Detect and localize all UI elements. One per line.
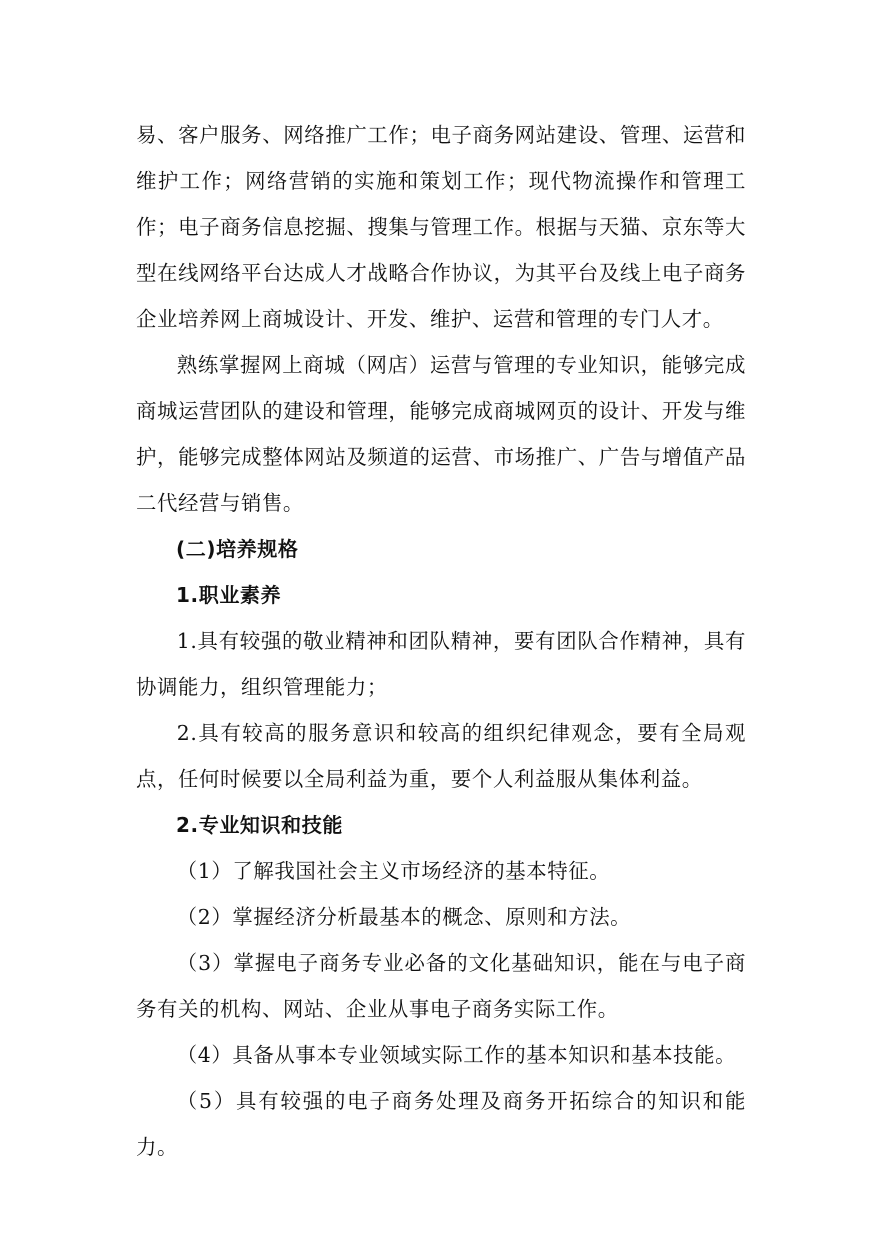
list-item-skill-3: （3）掌握电子商务专业必备的文化基础知识，能在与电子商务有关的机构、网站、企业从事电子商务实际工作。 xyxy=(136,951,746,1021)
list-item-skill-1: （1）了解我国社会主义市场经济的基本特征。 xyxy=(176,859,611,883)
section-heading-training-specs: (二)培养规格 xyxy=(176,537,299,561)
list-item-skill-2: （2）掌握经济分析最基本的概念、原则和方法。 xyxy=(176,905,632,929)
paragraph-continued: 易、客户服务、网络推广工作；电子商务网站建设、管理、运营和维护工作；网络营销的实施和策划工作；现代物流操作和管理工作；电子商务信息挖掘、搜集与管理工作。根据与天猫、京东等大型在线网络平台达成人才战略合作协议，为其平台及线上电子商务企业培养网上商城设计、开发、维护、运营和管理的专门人才。 xyxy=(136,123,746,331)
subheading-knowledge-skills: 2.专业知识和技能 xyxy=(176,813,343,837)
list-item-quality-1: 1.具有较强的敬业精神和团队精神，要有团队合作精神，具有协调能力，组织管理能力； xyxy=(136,629,746,699)
paragraph-online-store-skills: 熟练掌握网上商城（网店）运营与管理的专业知识，能够完成商城运营团队的建设和管理，能够完成商城网页的设计、开发与维护，能够完成整体网站及频道的运营、市场推广、广告与增值产品二代经营与销售。 xyxy=(136,353,746,515)
list-item-quality-2: 2.具有较高的服务意识和较高的组织纪律观念，要有全局观点，任何时候要以全局利益为重，要个人利益服从集体利益。 xyxy=(136,721,746,791)
subheading-professional-quality: 1.职业素养 xyxy=(176,583,282,607)
list-item-skill-5: （5）具有较强的电子商务处理及商务开拓综合的知识和能力。 xyxy=(136,1089,746,1159)
document-body xyxy=(136,112,746,1170)
list-item-skill-4: （4）具备从事本专业领域实际工作的基本知识和基本技能。 xyxy=(176,1043,737,1067)
